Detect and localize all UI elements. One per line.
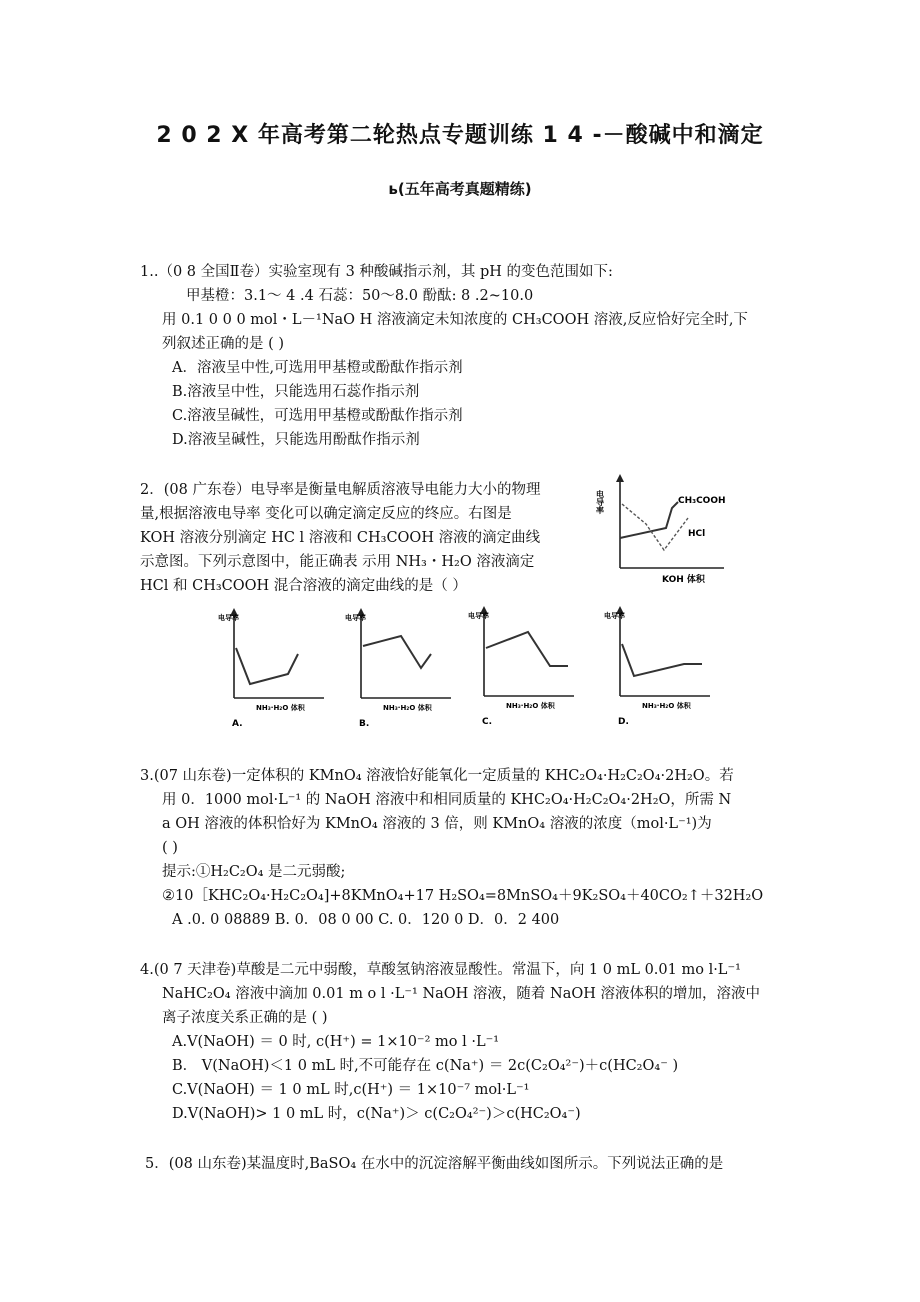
q1-option-c: C.溶液呈碱性，可选用甲基橙或酚酞作指示剂	[172, 408, 463, 424]
q2-option-chart-b	[345, 606, 455, 730]
q2-option-chart-d	[604, 604, 714, 728]
option-c-xlabel: NH₃·H₂O 体积	[506, 702, 555, 710]
option-a-label: A.	[232, 719, 243, 729]
q1-stem: 1..（0 8 全国Ⅱ卷）实验室现有 3 种酸碱指示剂，其 pH 的变色范围如下:	[140, 264, 613, 280]
q1-option-d: D.溶液呈碱性，只能选用酚酞作指示剂	[172, 432, 420, 448]
q4-option-b: B． V(NaOH)＜1 0 mL 时,不可能存在 c(Na⁺) ＝ 2c(C₂O₄²⁻)＋c(HC₂O₄⁻ )	[172, 1058, 679, 1074]
page-subtitle: ь(五年高考真题精练)	[388, 180, 532, 198]
page-title: 2 0 2 X 年高考第二轮热点专题训练 1 4 -－酸碱中和滴定	[156, 123, 764, 148]
q2-stem-3: KOH 溶液分别滴定 HC l 溶液和 CH₃COOH 溶液的滴定曲线	[140, 530, 541, 546]
q1-option-a: A．溶液呈中性,可选用甲基橙或酚酞作指示剂	[172, 360, 463, 376]
ref-legend-hcl: HCl	[688, 529, 706, 539]
q3-stem-4: ( )	[162, 840, 178, 856]
ref-legend-ch3cooh: CH₃COOH	[678, 496, 726, 506]
option-a-curve	[236, 648, 298, 684]
q2-stem-2: 量,根据溶液电导率 变化可以确定滴定反应的终应。右图是	[140, 506, 512, 522]
q4-option-a: A.V(NaOH) ＝ 0 时, c(H⁺) = 1×10⁻² mo l ·L⁻¹	[172, 1034, 500, 1050]
option-b-label: B.	[359, 719, 370, 729]
q2-stem-1: 2．(08 广东卷）电导率是衡量电解质溶液导电能力大小的物理	[140, 482, 541, 498]
q3-options: A .0. 0 08889 B. 0．08 0 00 C. 0．120 0 D．0．2 400	[172, 912, 560, 928]
q3-stem-2: 用 0．1000 mol·L⁻¹ 的 NaOH 溶液中和相同质量的 KHC₂O₄·H₂C₂O₄·2H₂O，所需 N	[162, 792, 732, 808]
q2-reference-chart	[595, 470, 728, 588]
q5-stem-1: 5．(08 山东卷)某温度时,BaSO₄ 在水中的沉淀溶解平衡曲线如图所示。下列说法正确的是	[145, 1156, 724, 1172]
ref-series-hcl	[622, 504, 688, 550]
option-b-ylabel: 电导率	[345, 614, 366, 622]
option-c-label: C.	[482, 717, 493, 727]
option-a-xlabel: NH₃·H₂O 体积	[256, 704, 305, 712]
q1-stem-3: 列叙述正确的是 ( )	[162, 336, 285, 352]
ref-y-arrow	[616, 474, 624, 482]
option-a-ylabel: 电导率	[218, 614, 239, 622]
option-d-ylabel: 电导率	[604, 612, 625, 620]
q4-stem-2: NaHC₂O₄ 溶液中滴加 0.01 m o l ·L⁻¹ NaOH 溶液，随着 NaOH 溶液体积的增加，溶液中	[162, 986, 761, 1002]
q4-option-d: D.V(NaOH)> 1 0 mL 时，c(Na⁺)＞ c(C₂O₄²⁻)＞c(HC₂O₄⁻)	[172, 1106, 581, 1122]
option-c-ylabel: 电导率	[468, 612, 489, 620]
option-b-xlabel: NH₃·H₂O 体积	[383, 704, 432, 712]
q3-hint-1: 提示:①H₂C₂O₄ 是二元弱酸;	[162, 864, 346, 880]
q1-stem-2: 用 0.1 0 0 0 mol・L－¹NaO H 溶液滴定未知浓度的 CH₃COOH 溶液,反应恰好完全时,下	[162, 312, 748, 328]
option-d-label: D.	[618, 717, 629, 727]
q1-option-b: B.溶液呈中性，只能选用石蕊作指示剂	[172, 384, 420, 400]
q3-stem-3: a OH 溶液的体积恰好为 KMnO₄ 溶液的 3 倍，则 KMnO₄ 溶液的浓度（mol·L⁻¹)为	[162, 816, 712, 832]
option-d-curve	[622, 644, 702, 676]
q2-option-chart-a	[218, 606, 328, 730]
q3-hint-2: ②10［KHC₂O₄·H₂C₂O₄]+8KMnO₄+17 H₂SO₄=8MnSO₄＋9K₂SO₄＋40CO₂↑＋32H₂O	[162, 888, 764, 904]
ref-ylabel: 电导率	[595, 490, 605, 514]
option-d-xlabel: NH₃·H₂O 体积	[642, 702, 691, 710]
ref-xlabel: KOH 体积	[662, 575, 705, 585]
q1-indicators: 甲基橙：3.1～ 4 .4 石蕊：50～8.0 酚酞: 8 .2~10.0	[186, 288, 534, 304]
q2-stem-5: HCl 和 CH₃COOH 混合溶液的滴定曲线的是（ ）	[140, 578, 467, 594]
ref-series-ch3cooh	[620, 502, 678, 538]
option-c-curve	[486, 632, 568, 666]
option-b-curve	[363, 636, 431, 668]
q4-stem-1: 4.(0 7 天津卷)草酸是二元中弱酸，草酸氢钠溶液显酸性。常温下，向 1 0 mL 0.01 mo l·L⁻¹	[140, 962, 741, 978]
q3-stem-1: 3.(07 山东卷)一定体积的 KMnO₄ 溶液恰好能氧化一定质量的 KHC₂O₄·H₂C₂O₄·2H₂O。若	[140, 768, 734, 784]
q4-option-c: C.V(NaOH) ＝ 1 0 mL 时,c(H⁺) ＝ 1×10⁻⁷ mol·L⁻¹	[172, 1082, 530, 1098]
q4-stem-3: 离子浓度关系正确的是 ( )	[162, 1010, 328, 1026]
q2-option-chart-c	[468, 604, 578, 728]
q2-stem-4: 示意图。下列示意图中，能正确表 示用 NH₃・H₂O 溶液滴定	[140, 554, 535, 570]
